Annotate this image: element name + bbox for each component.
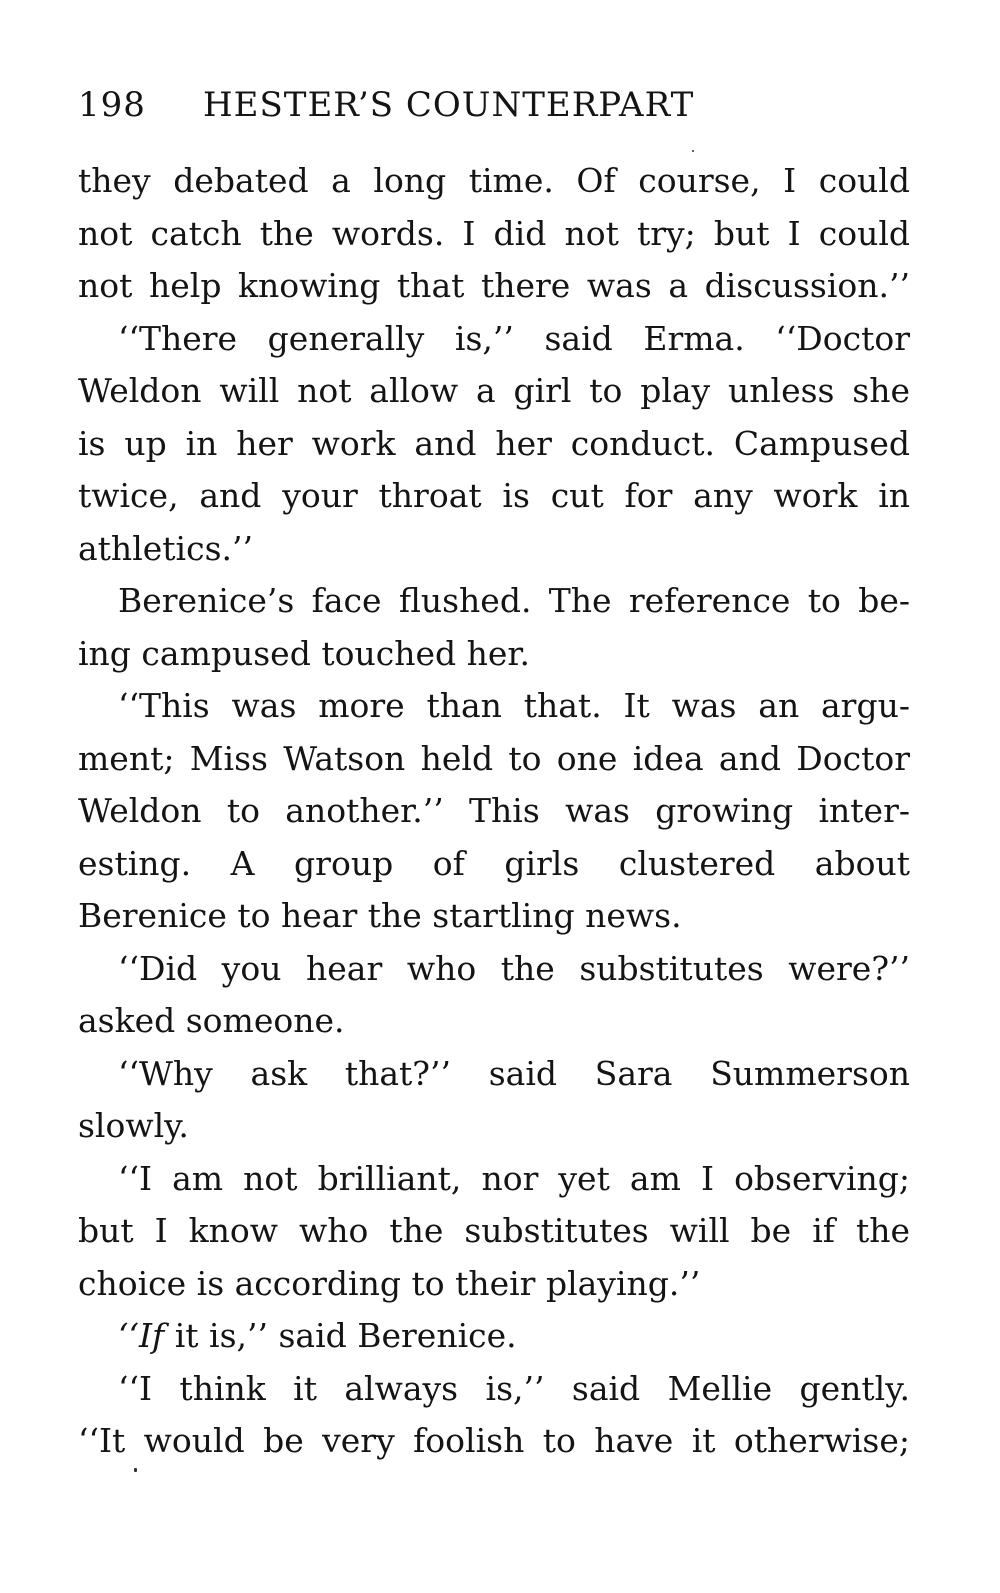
text-line: they debated a long time. Of course, I could	[78, 161, 910, 200]
text-line: ‘‘This was more than that. It was an argu-	[118, 686, 910, 725]
text-line: Berenice to hear the startling news.	[78, 896, 682, 935]
text-line: ment; Miss Watson held to one idea and Doctor	[78, 738, 910, 778]
text-line: is up in her work and her conduct. Campused	[78, 423, 910, 463]
text-line: Weldon will not allow a girl to play unless she	[78, 371, 910, 410]
text-line: ‘‘There generally is,’’ said Erma. ‘‘Doctor	[118, 318, 910, 358]
text-line: esting. A group of girls clustered about	[78, 843, 910, 883]
text-line: choice is according to their playing.’’	[78, 1263, 701, 1303]
text-line: athletics.’’	[78, 528, 253, 568]
text-line: ‘‘Did you hear who the substitutes were?’’	[118, 948, 910, 988]
page-number: 198	[78, 85, 146, 125]
text-line: not help knowing that there was a discussion.’’	[78, 266, 910, 305]
text-line: ‘‘I am not brilliant, nor yet am I observing;	[118, 1158, 910, 1198]
text-line: ing campused touched her.	[78, 633, 531, 673]
text-line: ‘‘I think it always is,’’ said Mellie gently.	[118, 1368, 910, 1408]
text-line: but I know who the substitutes will be if the	[78, 1211, 910, 1250]
running-title: HESTER’S COUNTERPART	[203, 85, 695, 125]
print-speck	[692, 150, 694, 152]
text-line: not catch the words. I did not try; but I could	[78, 213, 910, 253]
text-line: ‘‘If it is,’’ said Berenice.	[118, 1316, 517, 1355]
running-header	[78, 80, 918, 130]
text-line: Berenice’s face flushed. The reference to be-	[118, 581, 910, 620]
text-line: ‘‘Why ask that?’’ said Sara Summerson	[118, 1053, 910, 1093]
text-line: ‘‘It would be very foolish to have it otherwise;	[78, 1421, 910, 1460]
text-line: asked someone.	[78, 1001, 345, 1040]
text-line: twice, and your throat is cut for any work in	[78, 476, 910, 515]
text-line: slowly.	[78, 1106, 189, 1145]
print-speck	[134, 1468, 137, 1472]
italic-word: ‘‘If	[118, 1316, 165, 1355]
body-text	[78, 155, 910, 1468]
text-line: Weldon to another.’’ This was growing inter-	[78, 791, 910, 830]
